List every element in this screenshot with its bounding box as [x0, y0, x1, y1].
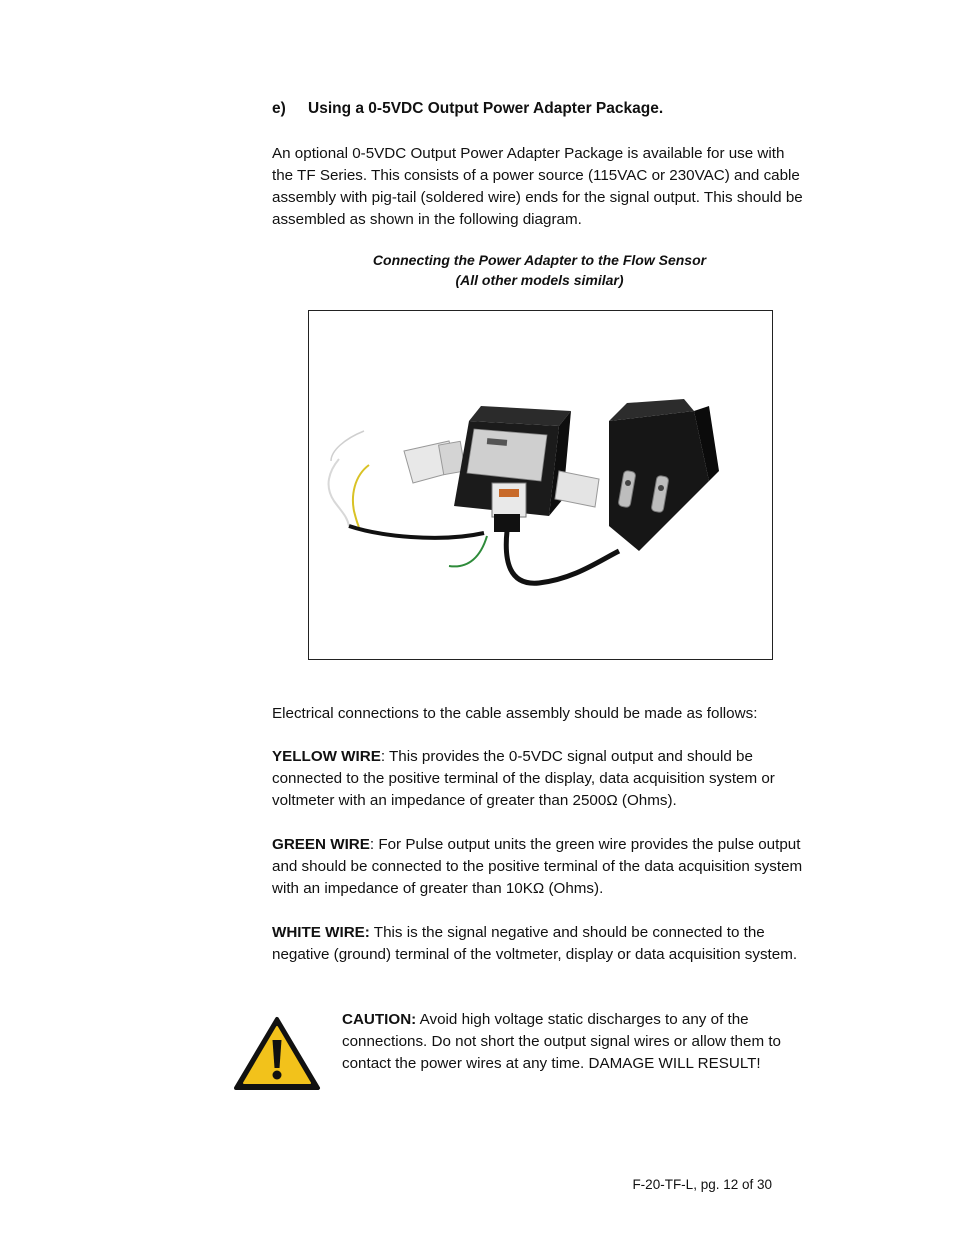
section-marker: e): [272, 100, 286, 117]
power-adapter-illustration: [309, 311, 772, 659]
connections-intro: Electrical connections to the cable assembly should be made as follows:: [272, 705, 758, 722]
section-heading: [272, 100, 663, 118]
yellow-wire-label: YELLOW WIRE: [272, 748, 381, 765]
green-wire-paragraph: [272, 834, 807, 900]
figure-image: [308, 310, 773, 660]
green-wire-label: GREEN WIRE: [272, 836, 370, 853]
warning-triangle-icon: [233, 1016, 321, 1092]
yellow-wire-paragraph: [272, 746, 807, 812]
caution-paragraph: [342, 1009, 807, 1075]
white-wire-paragraph: [272, 922, 807, 966]
section-title: Using a 0-5VDC Output Power Adapter Package.: [308, 100, 664, 117]
intro-paragraph: An optional 0-5VDC Output Power Adapter Package is available for use with the TF Series. This consists of a power source (115VAC or 230VAC) and cable assembly with pig-tail (soldered wire) ends for the signal output. This should be assembled as shown in the following diagram.: [272, 145, 803, 228]
page-footer: F-20-TF-L, pg. 12 of 30: [632, 1177, 772, 1192]
yellow-wire-text: : This provides the 0-5VDC signal output and should be connected to the positive terminal of the display, data acquisition system or voltmeter with an impedance of greater than 2500Ω (Ohms).: [272, 748, 775, 809]
figure-caption-line-2: (All other models similar): [455, 272, 624, 288]
white-wire-text: This is the signal negative and should be connected to the negative (ground) terminal of the voltmeter, display or data acquisition system.: [272, 924, 798, 963]
caution-label: CAUTION:: [342, 1011, 417, 1028]
caution-text: Avoid high voltage static discharges to any of the connections. Do not short the output signal wires or allow them to contact the power wires at any time. DAMAGE WILL RESULT!: [342, 1011, 781, 1072]
figure-caption: [272, 250, 807, 290]
figure-caption-line-1: Connecting the Power Adapter to the Flow Sensor: [372, 252, 707, 268]
white-wire-label: WHITE WIRE:: [272, 924, 370, 941]
green-wire-text: : For Pulse output units the green wire provides the pulse output and should be connected to the positive terminal of the data acquisition system with an impedance of greater than 10KΩ (Ohms).: [272, 836, 803, 897]
